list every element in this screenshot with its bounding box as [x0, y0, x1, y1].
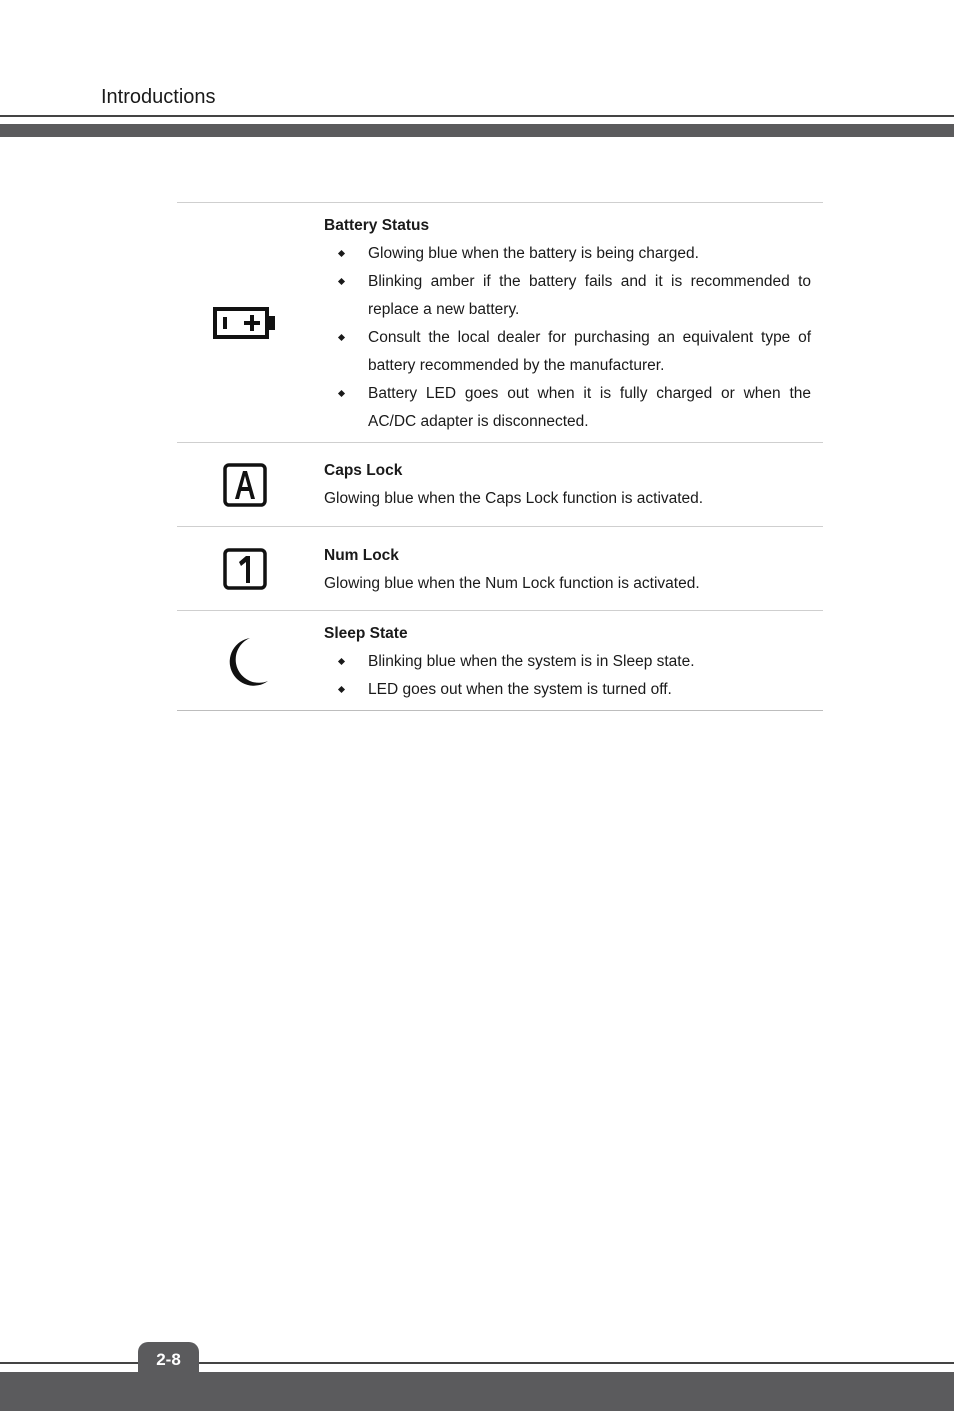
list-item: Battery LED goes out when it is fully charged or when the AC/DC adapter is disconnected.: [324, 380, 811, 436]
list-item: Consult the local dealer for purchasing an equivalent type of battery recommended by the manufacturer.: [324, 324, 811, 380]
section-title: Introductions: [101, 86, 216, 108]
row-title: Num Lock: [324, 547, 399, 564]
table-row-battery-status: [177, 203, 823, 443]
row-description: Glowing blue when the Num Lock function is activated.: [324, 575, 700, 592]
text-cell: [312, 527, 823, 610]
table-row-caps-lock: [177, 443, 823, 527]
header-divider: [0, 115, 954, 117]
page-number: 2-8: [156, 1350, 181, 1369]
row-description: Glowing blue when the Caps Lock function is activated.: [324, 490, 704, 507]
icon-cell: [177, 611, 312, 710]
table-row-sleep-state: [177, 611, 823, 711]
icon-cell: [177, 527, 312, 610]
bullet-list: [324, 648, 811, 704]
list-item: Blinking amber if the battery fails and it is recommended to replace a new battery.: [324, 268, 811, 324]
caps-lock-icon: [223, 463, 267, 507]
num-lock-icon: [223, 548, 267, 590]
list-item: Blinking blue when the system is in Sleep state.: [324, 648, 811, 676]
icon-cell: [177, 203, 312, 442]
row-title: Battery Status: [324, 217, 430, 234]
icon-cell: [177, 443, 312, 526]
text-cell: [312, 443, 823, 526]
led-indicator-table: [177, 202, 823, 711]
bullet-list: [324, 240, 811, 436]
list-item: Glowing blue when the battery is being charged.: [324, 240, 811, 268]
table-row-num-lock: [177, 527, 823, 611]
header-bar: [0, 124, 954, 137]
text-cell: [312, 203, 823, 442]
sleep-moon-icon: [220, 635, 270, 687]
battery-icon: [213, 307, 277, 339]
list-item: LED goes out when the system is turned off.: [324, 676, 811, 704]
row-title: Sleep State: [324, 625, 408, 642]
row-title: Caps Lock: [324, 462, 403, 479]
text-cell: [312, 611, 823, 710]
